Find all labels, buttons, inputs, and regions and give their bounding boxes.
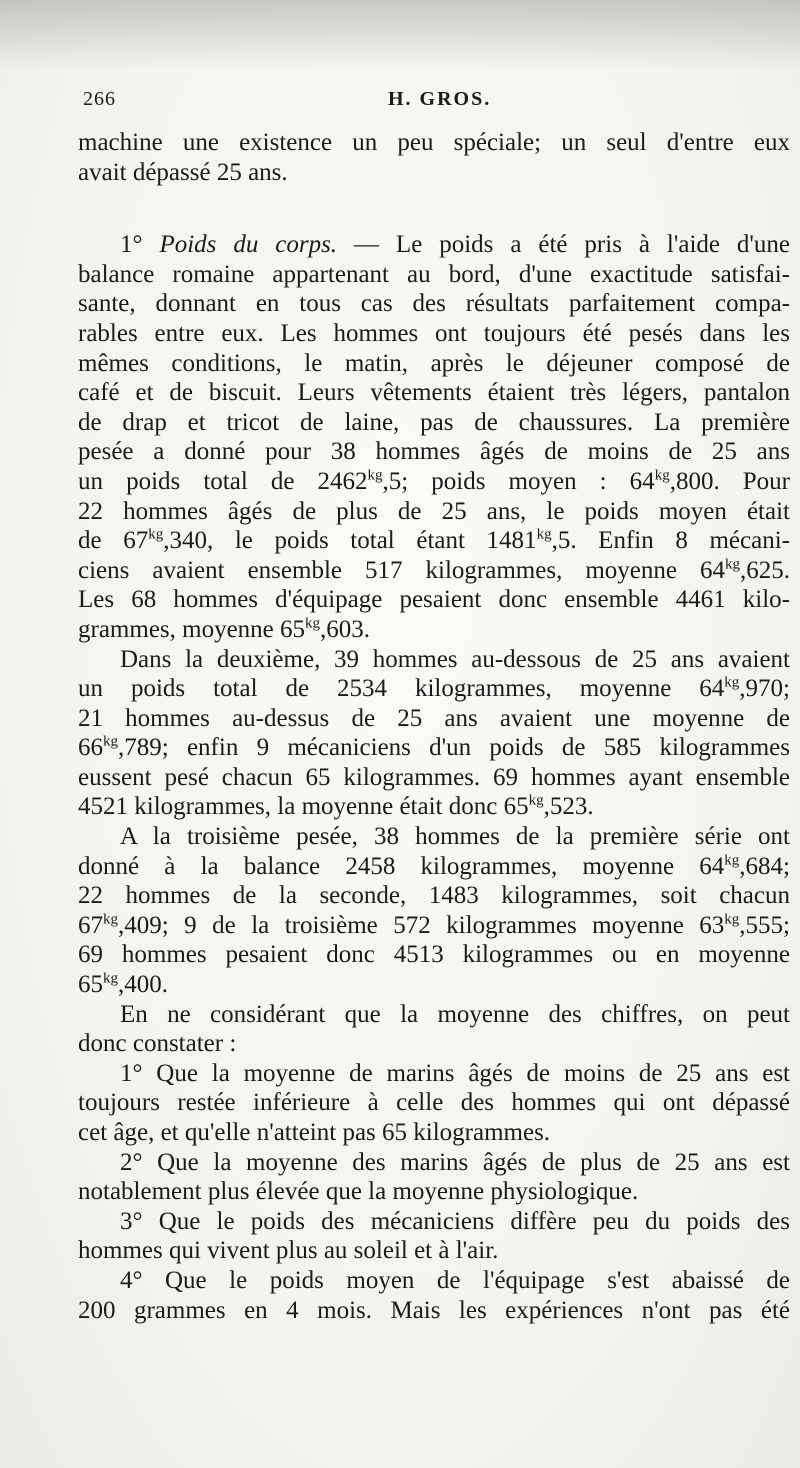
text-line: cet âge, et qu'elle n'atteint pas 65 kilogrammes. bbox=[78, 1119, 551, 1146]
text-line: mêmes conditions, le matin, après le déjeuner composé de bbox=[78, 349, 790, 377]
text-line: 1° Que la moyenne de marins âgés de moins de 25 ans est bbox=[120, 1059, 790, 1087]
text-line: 4521 kilogrammes, la moyenne était donc $65^{kg},523$. bbox=[78, 793, 594, 821]
text-line: pesée a donné pour 38 hommes âgés de moins de 25 ans bbox=[78, 438, 790, 466]
text-line: Dans la deuxième, 39 hommes au-dessous de 25 ans avaient bbox=[120, 645, 790, 673]
text-line: 22 hommes âgés de plus de 25 ans, le poids moyen était bbox=[78, 497, 790, 525]
text-line: hommes qui vivent plus au soleil et à l'air. bbox=[78, 1237, 499, 1265]
text-line: 3° Que le poids des mécaniciens diffère peu du poids des bbox=[120, 1207, 790, 1235]
text-line: machine une existence un peu spéciale; un seul d'entre eux bbox=[78, 129, 790, 156]
text-line: 4° Que le poids moyen de l'équipage s'est abaissé de bbox=[120, 1266, 790, 1294]
text-line: notablement plus élevée que la moyenne physiologique. bbox=[78, 1178, 639, 1206]
text-line: donc constater : bbox=[78, 1030, 237, 1058]
text-line: un poids total de $2462^{kg},5$; poids moyen : $64^{kg},800$. Pour bbox=[78, 467, 790, 495]
paragraph-gap bbox=[78, 187, 790, 230]
text-line: rables entre eux. Les hommes ont toujours été pesés dans les bbox=[78, 319, 790, 347]
text-line: 1° Poids du corps. — Le poids a été pris à l'aide d'une bbox=[120, 231, 791, 259]
text-line: de drap et tricot de laine, pas de chaussures. La première bbox=[78, 408, 790, 436]
running-head: H. GROS. bbox=[388, 88, 492, 110]
text-line: avait dépassé 25 ans. bbox=[78, 158, 288, 186]
page-header bbox=[83, 88, 773, 116]
text-line: de $67^{kg},340$, le poids total étant $1481^{kg},5$. Enfin 8 mécani- bbox=[78, 526, 790, 555]
text-line: 22 hommes de la seconde, 1483 kilogrammes, soit chacun bbox=[78, 882, 790, 910]
text-line: 21 hommes au-dessus de 25 ans avaient une moyenne de bbox=[78, 704, 790, 732]
text-line: 2° Que la moyenne des marins âgés de plus de 25 ans est bbox=[120, 1148, 790, 1176]
text-line: eussent pesé chacun 65 kilogrammes. 69 hommes ayant ensemble bbox=[78, 763, 790, 791]
text-line: donné à la balance 2458 kilogrammes, moyenne $64^{kg},684$; bbox=[78, 852, 790, 880]
page-number: 266 bbox=[83, 88, 116, 110]
text-line: $65^{kg},400$. bbox=[78, 970, 168, 999]
text-line: A la troisième pesée, 38 hommes de la première série ont bbox=[120, 823, 790, 851]
text-line: grammes, moyenne $65^{kg},603$. bbox=[78, 615, 371, 643]
text-line: Les 68 hommes d'équipage pesaient donc ensemble 4461 kilo- bbox=[78, 586, 790, 614]
text-line: $67^{kg},409$; 9 de la troisième 572 kilogrammes moyenne $63^{kg},555$; bbox=[78, 911, 790, 939]
text-line: $66^{kg},789$; enfin 9 mécaniciens d'un poids de 585 kilogrammes bbox=[78, 733, 790, 762]
text-line: un poids total de 2534 kilogrammes, moyenne $64^{kg},970$; bbox=[78, 674, 790, 703]
text-line: toujours restée inférieure à celle des hommes qui ont dépassé bbox=[78, 1089, 790, 1117]
text-line: balance romaine appartenant au bord, d'une exactitude satisfai- bbox=[78, 260, 790, 288]
text-line: café et de biscuit. Leurs vêtements étaient très légers, pantalon bbox=[78, 379, 790, 407]
scan-shadow bbox=[0, 0, 800, 70]
text-line: ciens avaient ensemble 517 kilogrammes, moyenne $64^{kg},625$. bbox=[78, 556, 790, 584]
body-text bbox=[78, 128, 790, 1325]
text-line: sante, donnant en tous cas des résultats parfaitement compa- bbox=[78, 290, 790, 318]
text-line: 69 hommes pesaient donc 4513 kilogrammes ou en moyenne bbox=[78, 941, 790, 969]
text-line: En ne considérant que la moyenne des chiffres, on peut bbox=[120, 1000, 790, 1028]
text-line: 200 grammes en 4 mois. Mais les expériences n'ont pas été bbox=[78, 1296, 790, 1324]
